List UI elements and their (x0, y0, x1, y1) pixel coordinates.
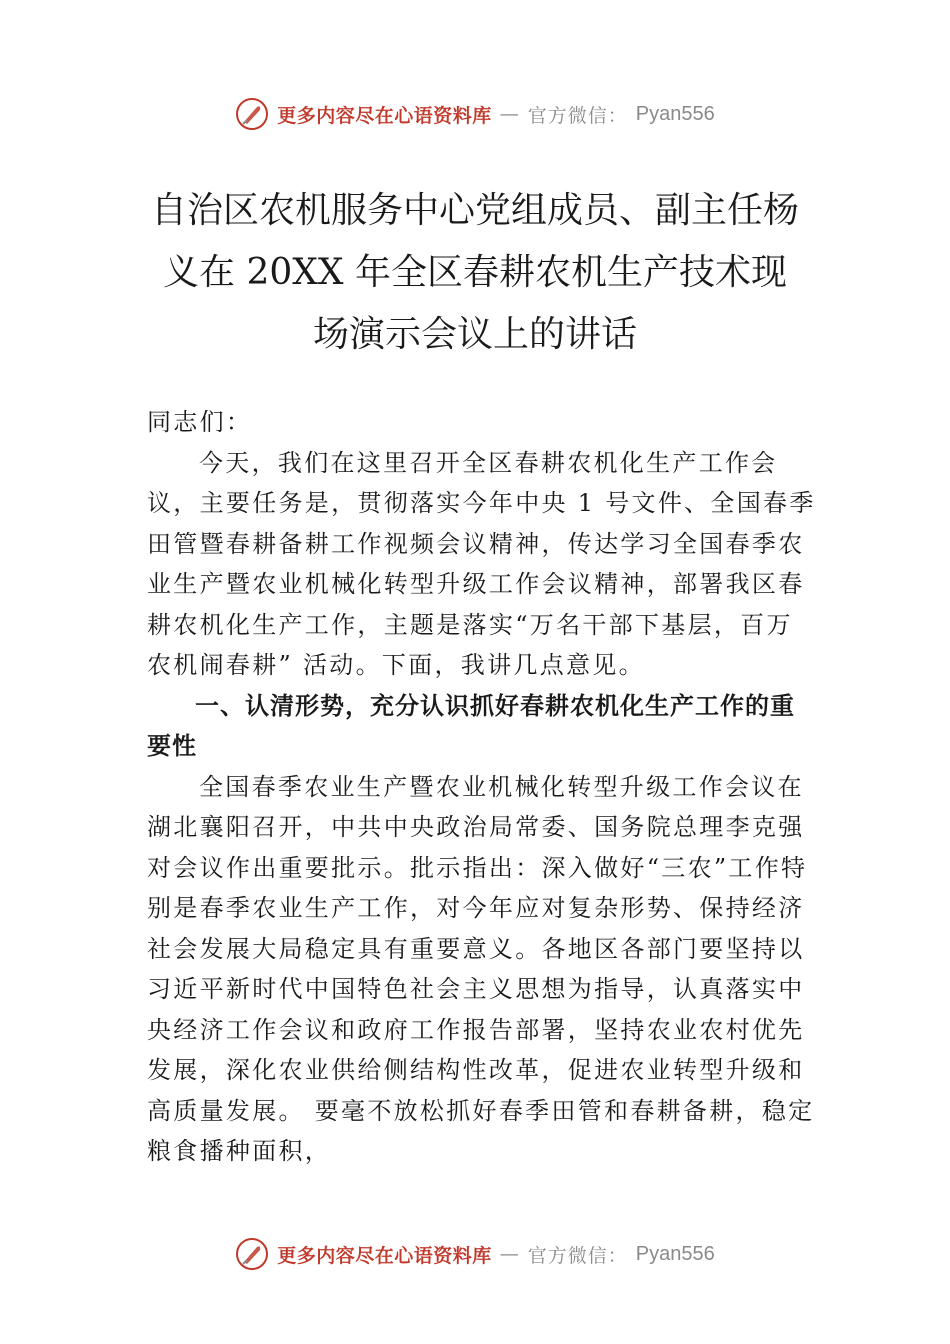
watermark-label: 官方微信： (527, 104, 628, 127)
watermark-brand: 更多内容尽在心语资料库 (277, 1244, 492, 1267)
watermark-dash: — (499, 1243, 520, 1265)
watermark-label: 官方微信： (527, 1244, 628, 1267)
document-title (140, 180, 810, 366)
paragraph-section-1: 全国春季农业生产暨农业机械化转型升级工作会议在湖北襄阳召开，中共中央政治局常委、国务院总理李克强对会议作出重要批示。批示指出：深入做好“三农”工作特别是春季农业生产工作，对今年应对复杂形势、保持经济社会发展大局稳定具有重要意义。各地区各部门要坚持以习近平新时代中国特色社会主义思想为指导，认真落实中央经济工作会议和政府工作报告部署，坚持农业农村优先发展，深化农业供给侧结构性改革，促进农业转型升级和高质量发展。 要毫不放松抓好春季田管和春耕备耕，稳定粮食播种面积， (147, 772, 815, 1165)
title-line-3: 场演示会议上的讲话 (312, 314, 637, 355)
header-watermark (0, 94, 950, 134)
watermark-account: Pyan556 (635, 1242, 715, 1265)
document-body (147, 402, 819, 1172)
paragraph-intro: 今天，我们在这里召开全区春耕农机化生产工作会议，主要任务是，贯彻落实今年中央 1 号文件、全国春季田管暨春耕备耕工作视频会议精神，传达学习全国春季农业生产暨农业机械化转型升级工作会议精神，部署我区春耕农机化生产工作，主题是落实“万名干部下基层，百万农机闹春耕” 活动。下面，我讲几点意见。 (147, 448, 816, 679)
watermark-account: Pyan556 (635, 102, 715, 125)
watermark-brand: 更多内容尽在心语资料库 (277, 104, 492, 127)
title-line-2: 义在 20XX 年全区春耕农机生产技术现 (163, 252, 787, 293)
watermark-dash: — (499, 103, 520, 125)
section-heading-1: 一、认清形势，充分认识抓好春耕农机化生产工作的重要性 (147, 691, 795, 760)
footer-watermark (0, 1234, 950, 1274)
salutation: 同志们： (147, 408, 253, 436)
title-line-1: 自治区农机服务中心党组成员、副主任杨 (150, 190, 799, 231)
quill-pen-icon (235, 1237, 269, 1271)
quill-pen-icon (235, 97, 269, 131)
